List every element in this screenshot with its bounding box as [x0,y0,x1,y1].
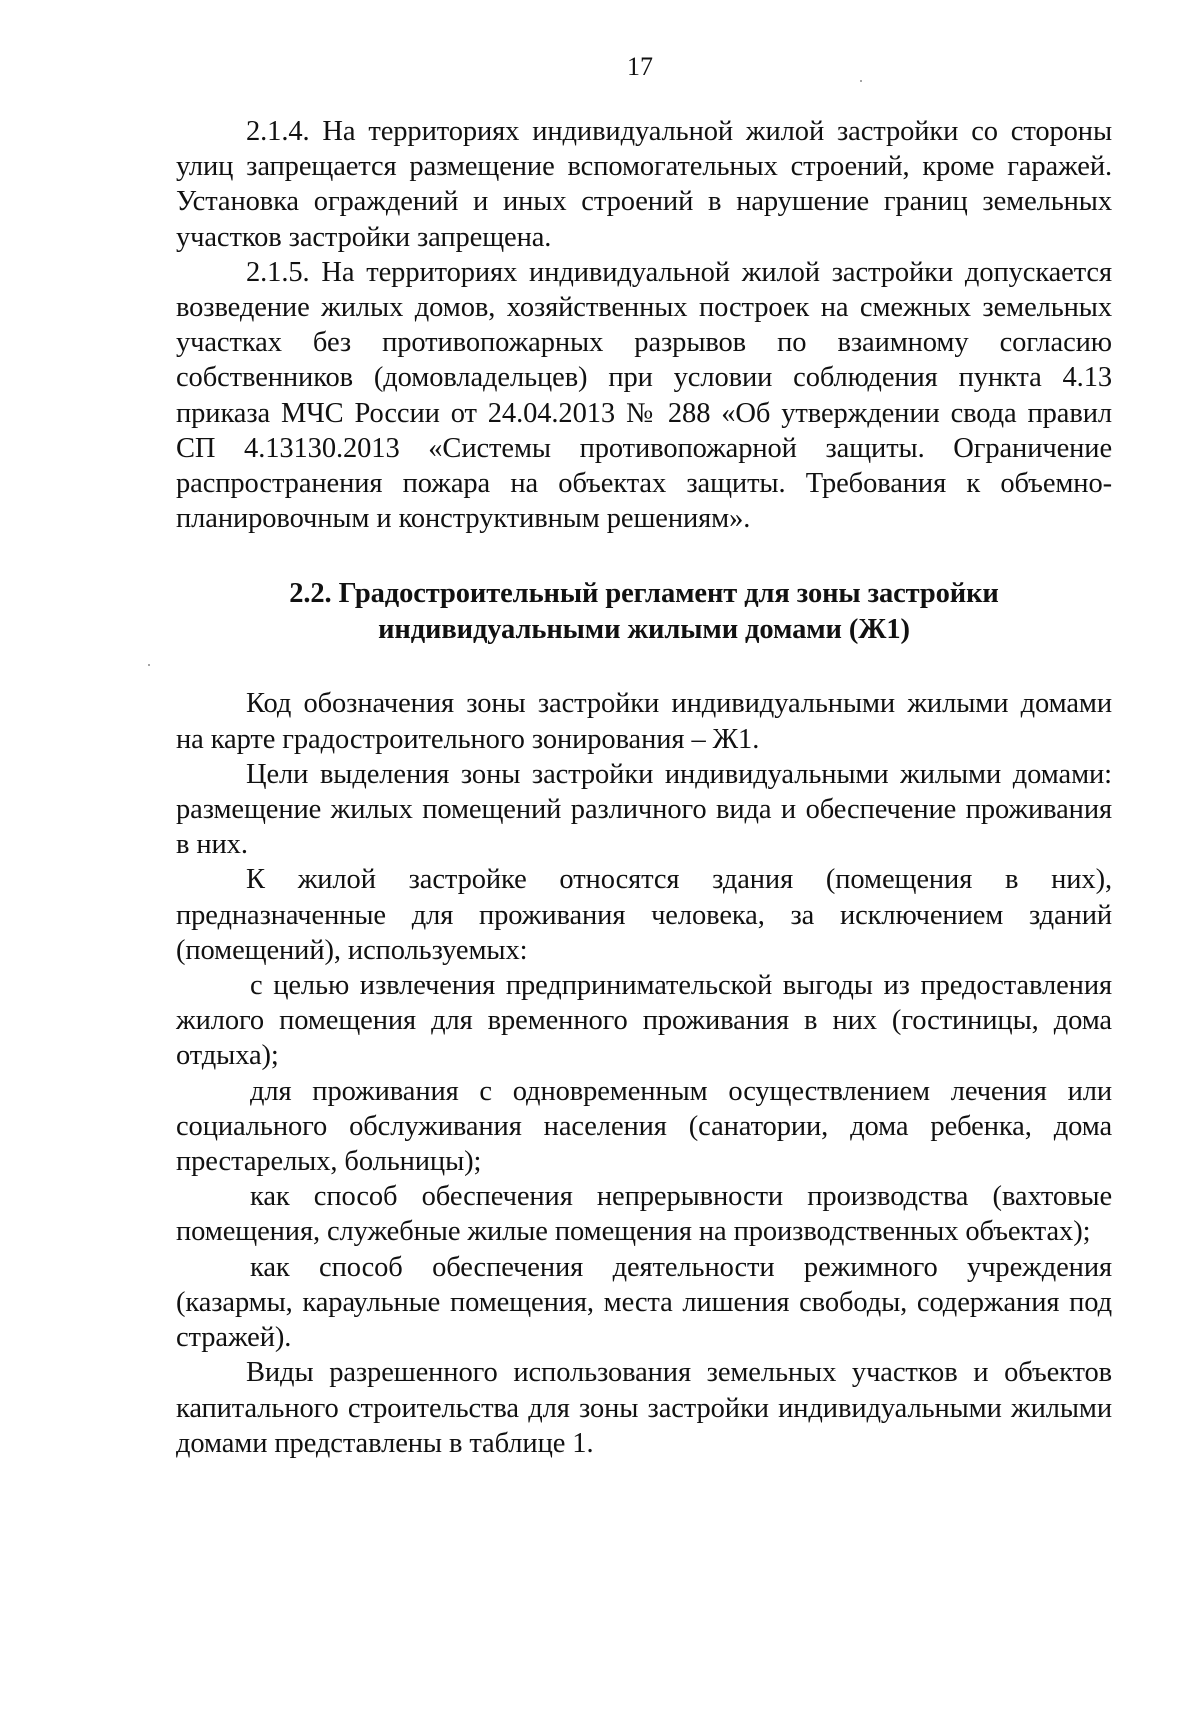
document-body [176,114,1112,1461]
list-item-regime-institution: как способ обеспечения деятельности режимного учреждения (казармы, караульные помещения, места лишения свободы, содержания под стражей). [176,1251,1112,1354]
paragraph-zone-goals: Цели выделения зоны застройки индивидуальными жилыми домами: размещение жилых помещений различного вида и обеспечение проживания в них. [176,758,1112,861]
section-heading [176,576,1112,648]
list-item-commercial: с целью извлечения предпринимательской выгоды из предоставления жилого помещения для временного проживания в них (гостиницы, дома отдыха); [176,970,1112,1072]
scan-speck [860,80,862,82]
section-heading-line-1: 2.2. Градостроительный регламент для зоны застройки [289,578,999,610]
paragraph-residential-definition: К жилой застройке относятся здания (помещения в них), предназначенные для проживания человека, за исключением зданий (помещений), используемых: [176,864,1112,966]
scan-speck [148,664,150,666]
list-item-production: как способ обеспечения непрерывности производства (вахтовые помещения, служебные жилые помещения на производственных объектах); [176,1181,1112,1248]
paragraph-table-reference: Виды разрешенного использования земельных участков и объектов капитального строительства для зоны застройки индивидуальными жилыми домами представлены в таблице 1. [176,1357,1112,1459]
section-heading-line-2: индивидуальными жилыми домами (Ж1) [378,614,910,646]
page-number: 17 [627,52,653,81]
paragraph-2-1-5: 2.1.5. На территориях индивидуальной жилой застройки допускается возведение жилых домов, хозяйственных построек на смежных земельных участках без противопожарных разрывов по взаимному согласию собственников (домовладельцев) при условии соблюдения пункта 4.13 приказа МЧС России от 24.04.2013 № 288 «Об утверждении свода правил СП 4.13130.2013 «Системы противопожарной защиты. Ограничение распространения пожара на объектах защиты. Требования к объемно-планировочным и конструктивным решениям». [176,256,1112,535]
paragraph-zone-code: Код обозначения зоны застройки индивидуальными жилыми домами на карте градостроительного зонирования – Ж1. [176,688,1112,755]
list-item-medical-social: для проживания с одновременным осуществлением лечения или социального обслуживания населения (санатории, дома ребенка, дома престарелых, больницы); [176,1075,1112,1178]
paragraph-2-1-4: 2.1.4. На территориях индивидуальной жилой застройки со стороны улиц запрещается размещение вспомогательных строений, кроме гаражей. Установка ограждений и иных строений в нарушение границ земельных участков застройки запрещена. [176,116,1112,253]
